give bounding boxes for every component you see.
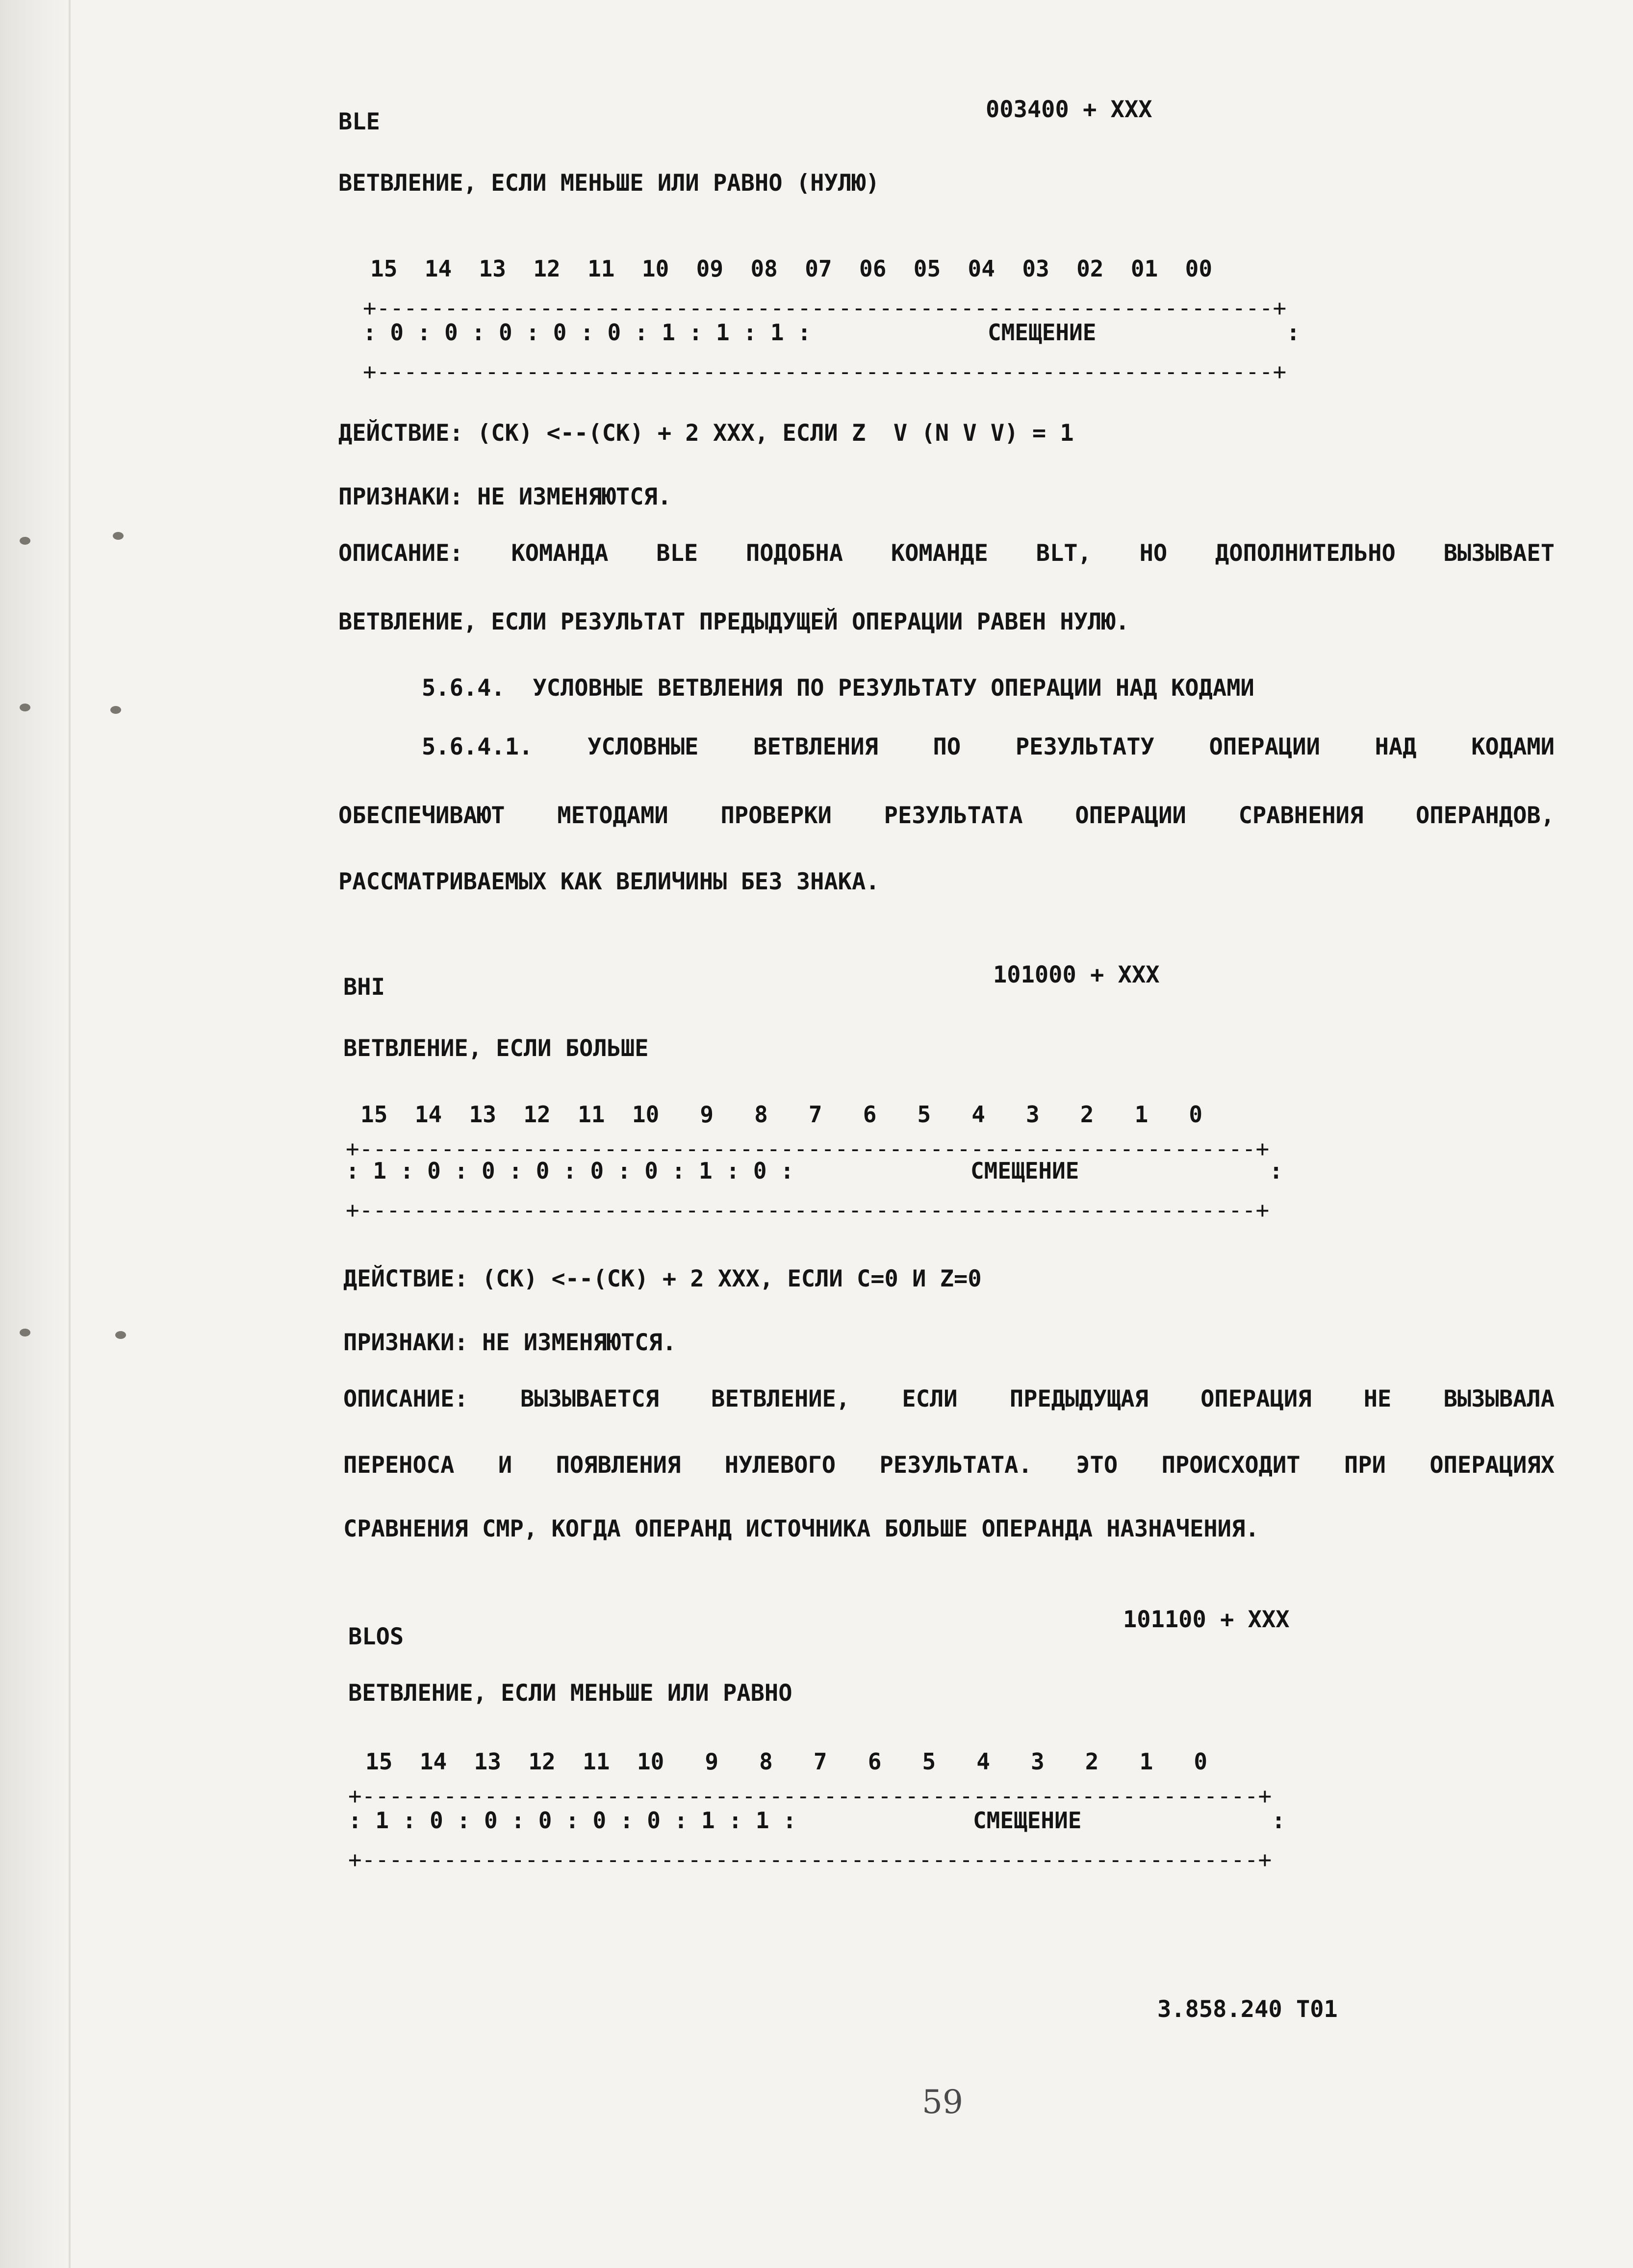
- bhi-bit-numbers: 15 14 13 12 11 10 9 8 7 6 5 4 3 2 1 0: [360, 1101, 1203, 1128]
- ble-title: ВЕТВЛЕНИЕ, ЕСЛИ МЕНЬШЕ ИЛИ РАВНО (НУЛЮ): [338, 170, 880, 197]
- ble-bit-numbers: 15 14 13 12 11 10 09 08 07 06 05 04 03 02 01 00: [370, 255, 1213, 282]
- bhi-mnemonic: BHI: [343, 974, 385, 1001]
- blos-opcode: 101100 + XXX: [1123, 1606, 1290, 1633]
- binding-edge: [0, 0, 74, 2268]
- blos-rule-top: +------------------------------------------------------------------+: [348, 1785, 1272, 1807]
- ble-rule-top: +------------------------------------------------------------------+: [363, 297, 1287, 319]
- page-number: 59: [922, 2083, 963, 2121]
- binding-hole: [110, 706, 121, 714]
- bhi-flags: ПРИЗНАКИ: НЕ ИЗМЕНЯЮТСЯ.: [343, 1329, 677, 1356]
- bhi-title: ВЕТВЛЕНИЕ, ЕСЛИ БОЛЬШЕ: [343, 1035, 649, 1062]
- binding-hole: [115, 1331, 126, 1339]
- ble-mnemonic: BLE: [338, 108, 380, 135]
- bhi-bit-fields: : 1 : 0 : 0 : 0 : 0 : 0 : 1 : 0 : СМЕЩЕНИЕ :: [346, 1158, 1283, 1184]
- bhi-rule-top: +------------------------------------------------------------------+: [346, 1137, 1270, 1160]
- ble-action: ДЕЙСТВИЕ: (СК) <--(СК) + 2 XXX, ЕСЛИ Z V (N V V) = 1: [338, 420, 1074, 447]
- ble-description-line: ОПИСАНИЕ: КОМАНДА BLE ПОДОБНА КОМАНДЕ BLT, НО ДОПОЛНИТЕЛЬНО ВЫЗЫВАЕТ: [338, 540, 1555, 567]
- section-heading: 5.6.4. УСЛОВНЫЕ ВЕТВЛЕНИЯ ПО РЕЗУЛЬТАТУ ОПЕРАЦИИ НАД КОДАМИ: [422, 675, 1254, 702]
- ble-opcode: 003400 + XXX: [986, 96, 1152, 123]
- document-code: 3.858.240 Т01: [1157, 1996, 1338, 2023]
- blos-title: ВЕТВЛЕНИЕ, ЕСЛИ МЕНЬШЕ ИЛИ РАВНО: [348, 1680, 792, 1707]
- bhi-description-line: ОПИСАНИЕ: ВЫЗЫВАЕТСЯ ВЕТВЛЕНИЕ, ЕСЛИ ПРЕДЫДУЩАЯ ОПЕРАЦИЯ НЕ ВЫЗЫВАЛА: [343, 1386, 1555, 1412]
- bhi-opcode: 101000 + XXX: [993, 961, 1160, 988]
- section-paragraph-line: РАССМАТРИВАЕМЫХ КАК ВЕЛИЧИНЫ БЕЗ ЗНАКА.: [338, 868, 880, 895]
- bhi-description-line: ПЕРЕНОСА И ПОЯВЛЕНИЯ НУЛЕВОГО РЕЗУЛЬТАТА. ЭТО ПРОИСХОДИТ ПРИ ОПЕРАЦИЯХ: [343, 1452, 1555, 1479]
- ble-rule-bottom: +------------------------------------------------------------------+: [363, 360, 1287, 383]
- bhi-action: ДЕЙСТВИЕ: (СК) <--(СК) + 2 XXX, ЕСЛИ С=0 И Z=0: [343, 1265, 982, 1292]
- fold-line: [69, 0, 71, 2268]
- ble-bit-fields: : 0 : 0 : 0 : 0 : 0 : 1 : 1 : 1 : СМЕЩЕНИЕ :: [363, 319, 1300, 346]
- blos-bit-fields: : 1 : 0 : 0 : 0 : 0 : 0 : 1 : 1 : СМЕЩЕНИЕ :: [348, 1807, 1285, 1834]
- bhi-rule-bottom: +------------------------------------------------------------------+: [346, 1199, 1270, 1221]
- binding-hole: [113, 532, 124, 540]
- ble-flags: ПРИЗНАКИ: НЕ ИЗМЕНЯЮТСЯ.: [338, 483, 672, 510]
- binding-hole: [20, 1329, 30, 1336]
- ble-description-line: ВЕТВЛЕНИЕ, ЕСЛИ РЕЗУЛЬТАТ ПРЕДЫДУЩЕЙ ОПЕРАЦИИ РАВЕН НУЛЮ.: [338, 608, 1129, 635]
- blos-bit-numbers: 15 14 13 12 11 10 9 8 7 6 5 4 3 2 1 0: [365, 1748, 1208, 1775]
- binding-hole: [20, 704, 30, 711]
- section-paragraph-line: ОБЕСПЕЧИВАЮТ МЕТОДАМИ ПРОВЕРКИ РЕЗУЛЬТАТА ОПЕРАЦИИ СРАВНЕНИЯ ОПЕРАНДОВ,: [338, 802, 1555, 829]
- blos-rule-bottom: +------------------------------------------------------------------+: [348, 1848, 1272, 1871]
- section-paragraph-line: 5.6.4.1. УСЛОВНЫЕ ВЕТВЛЕНИЯ ПО РЕЗУЛЬТАТУ ОПЕРАЦИИ НАД КОДАМИ: [422, 733, 1555, 760]
- binding-hole: [20, 537, 30, 545]
- blos-mnemonic: BLOS: [348, 1623, 404, 1650]
- bhi-description-line: СРАВНЕНИЯ СМР, КОГДА ОПЕРАНД ИСТОЧНИКА БОЛЬШЕ ОПЕРАНДА НАЗНАЧЕНИЯ.: [343, 1515, 1259, 1542]
